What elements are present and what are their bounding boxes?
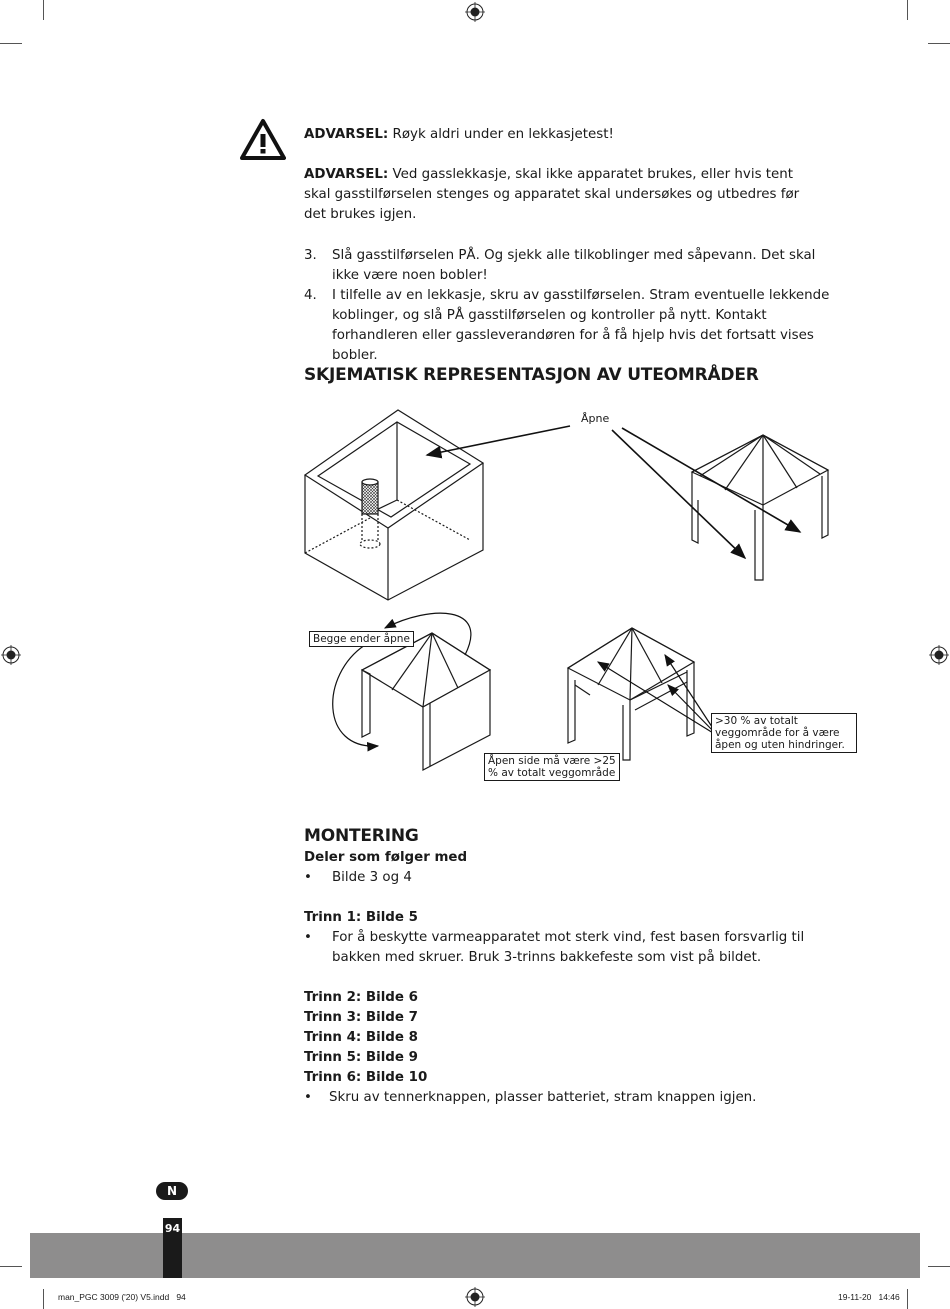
warning-label: ADVARSEL: bbox=[304, 127, 389, 142]
registration-mark-icon bbox=[465, 2, 485, 22]
crop-mark bbox=[928, 43, 950, 44]
warning-1 bbox=[304, 125, 834, 145]
warning-label: ADVARSEL: bbox=[304, 167, 389, 182]
crop-mark bbox=[43, 0, 44, 20]
label-open-side: Åpen side må være >25 % av totalt veggområde bbox=[484, 753, 620, 781]
step1-text: For å beskytte varmeapparatet mot sterk vind, fest basen forsvarlig til bakken med skruer. Bruk 3-trinns bakkefeste som vist på bildet. bbox=[332, 930, 805, 965]
registration-mark-icon bbox=[929, 645, 949, 665]
crop-mark bbox=[0, 43, 22, 44]
language-badge: N bbox=[156, 1182, 188, 1200]
crop-mark bbox=[907, 0, 908, 20]
bullet: • bbox=[304, 930, 312, 945]
step2-title: Trinn 2: Bilde 6 bbox=[304, 990, 418, 1005]
parts-title: Deler som følger med bbox=[304, 850, 468, 865]
label-open: Åpne bbox=[581, 412, 610, 425]
page-number: 94 bbox=[164, 1222, 181, 1235]
bullet: • bbox=[304, 870, 312, 885]
step-number: 3. bbox=[304, 248, 317, 263]
registration-mark-icon bbox=[465, 1287, 485, 1307]
step5-title: Trinn 5: Bilde 9 bbox=[304, 1050, 418, 1065]
warning-text: Ved gasslekkasje, skal ikke apparatet brukes, eller hvis tent skal gasstilførselen stenges og apparatet skal undersøkes og utbedres før det brukes igjen. bbox=[304, 167, 800, 222]
montering-heading: MONTERING bbox=[304, 826, 419, 846]
step4-title: Trinn 4: Bilde 8 bbox=[304, 1030, 418, 1045]
bullet: • bbox=[304, 1090, 312, 1105]
step1-title: Trinn 1: Bilde 5 bbox=[304, 910, 418, 925]
registration-mark-icon bbox=[1, 645, 21, 665]
label-30-percent: >30 % av totalt veggområde for å være åpen og uten hindringer. bbox=[711, 713, 857, 753]
schematic-heading: SKJEMATISK REPRESENTASJON AV UTEOMRÅDER bbox=[304, 365, 759, 385]
label-both-ends: Begge ender åpne bbox=[309, 631, 414, 647]
step-text: Slå gasstilførselen PÅ. Og sjekk alle tilkoblinger med såpevann. Det skal ikke være noen bobler! bbox=[332, 248, 816, 283]
step3-title: Trinn 3: Bilde 7 bbox=[304, 1010, 418, 1025]
crop-mark bbox=[928, 1266, 950, 1267]
step6-text: Skru av tennerknappen, plasser batteriet, stram knappen igjen. bbox=[329, 1090, 757, 1105]
warning-text: Røyk aldri under en lekkasjetest! bbox=[388, 127, 614, 142]
crop-mark bbox=[907, 1289, 908, 1309]
step6-title: Trinn 6: Bilde 10 bbox=[304, 1070, 428, 1085]
crop-mark bbox=[43, 1289, 44, 1309]
step-number: 4. bbox=[304, 288, 317, 303]
parts-item: Bilde 3 og 4 bbox=[332, 870, 412, 885]
crop-mark bbox=[0, 1266, 22, 1267]
warning-triangle-icon bbox=[240, 118, 286, 160]
file-info: man_PGC 3009 ('20) V5.indd 94 bbox=[58, 1292, 186, 1302]
date-info: 19-11-20 14:46 bbox=[838, 1292, 900, 1302]
step-text: I tilfelle av en lekkasje, skru av gasstilførselen. Stram eventuelle lekkende koblinger, og slå PÅ gasstilførselen og kontroller på nytt. Kontakt forhandleren eller gassleverandøren for å få hjelp hvis det fortsatt vises bobler. bbox=[332, 288, 830, 363]
warning-2 bbox=[304, 165, 814, 225]
